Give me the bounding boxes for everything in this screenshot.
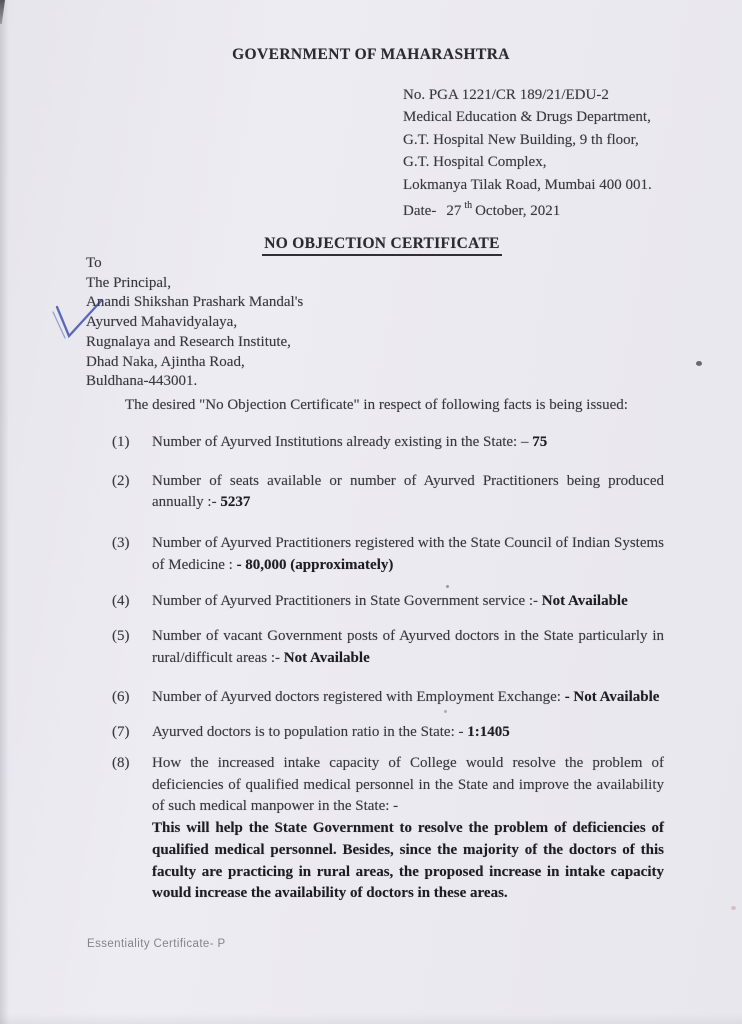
item-text [152,722,664,744]
letterhead-block [403,84,652,222]
item-text [152,432,664,454]
item-value: 5237 [220,494,251,511]
intro-sentence: The desired "No Objection Certificate" in respect of following facts is being issued: [125,397,628,413]
item-value: Not Available [283,649,370,666]
certificate-heading-text: NO OBJECTION CERTIFICATE [262,235,501,256]
item-value: - 80,000 (approximately) [236,556,394,573]
item-text [152,626,664,669]
item-value: Not Available [541,592,628,609]
item-number: (8) [112,755,130,772]
facts-list [112,432,664,905]
recipient-line: Dhad Naka, Ajintha Road, [86,353,245,370]
list-item [112,687,664,709]
recipient-address-block [86,254,303,392]
list-item [112,722,664,744]
item-number: (2) [112,472,130,489]
road-city-line: Lokmanya Tilak Road, Mumbai 400 001. [403,176,652,193]
recipient-line: Ayurved Mahavidyalaya, [86,314,238,331]
item-number: (6) [112,688,130,705]
item-question: Number of Ayurved Practitioners in State Government service :- [152,592,542,609]
recipient-to: To [86,255,102,271]
recipient-line: Anandi Shikshan Prashark Mandal's [86,294,304,311]
item-value: 1:1405 [467,724,510,741]
date-month-year: October, 2021 [475,203,561,220]
list-item [112,753,664,905]
item-number: (3) [112,535,130,552]
item-text [152,753,664,905]
item-text [152,533,664,576]
item-question: Number of Ayurved Practitioners registered with the State Council of Indian Systems of Medicine : [152,535,664,573]
scan-bottom-edge-shadow [0,1014,742,1024]
item-text [152,687,664,709]
item-question: Number of seats available or number of Ayurved Practitioners being produced annually :- [152,472,664,511]
list-item [112,471,664,514]
item-question: Ayurved doctors is to population ratio in the State: - [152,724,468,741]
scan-speck [446,585,449,588]
item-text [152,471,664,514]
item-number: (4) [112,592,130,609]
date-line [403,196,652,222]
recipient-line: Rugnalaya and Research Institute, [86,333,291,350]
department-line: Medical Education & Drugs Department, [403,109,651,126]
item-number: (5) [112,628,130,645]
complex-line: G.T. Hospital Complex, [403,154,547,171]
list-item [112,533,664,576]
item-answer-paragraph: This will help the State Government to resolve the problem of deficiencies of qualified medical personnel. Besides, since the majority of the doctors of this faculty are practicing in rural areas, the proposed increase in intake capacity would increase the availability of doctors in these areas. [152,820,664,902]
reference-number: No. PGA 1221/CR 189/21/EDU-2 [403,87,609,103]
list-item [112,626,664,669]
item-question: Number of Ayurved doctors registered with Employment Exchange: [152,688,565,705]
recipient-line: Buldhana-443001. [86,373,198,390]
footer-label: Essentiality Certificate- P [87,938,226,950]
item-text [152,591,664,613]
certificate-heading [0,235,742,256]
item-value: 75 [532,434,548,450]
scan-speck [444,710,447,713]
item-question: Number of vacant Government posts of Ayurved doctors in the State particularly in rural/difficult areas :- [152,628,664,666]
item-number: (7) [112,724,130,741]
date-label: Date- [403,203,437,220]
date-day: 27 [446,203,462,220]
item-question: How the increased intake capacity of College would resolve the problem of deficiencies of qualified medical personnel in the State and improve the availability of such medical manpower in the State: - [152,755,664,815]
item-question: Number of Ayurved Institutions already existing in the State: – [152,434,533,450]
list-item [112,432,664,454]
item-value: - Not Available [564,688,660,705]
item-number: (1) [112,434,130,450]
list-item [112,591,664,613]
document-title: GOVERNMENT OF MAHARASHTRA [232,46,510,63]
recipient-line: The Principal, [86,274,171,291]
scan-speck [731,906,736,910]
scan-left-edge-shadow [0,0,9,1024]
building-line: G.T. Hospital New Building, 9 th floor, [403,131,639,148]
scan-speck [696,361,702,366]
date-ordinal: th [464,200,473,212]
